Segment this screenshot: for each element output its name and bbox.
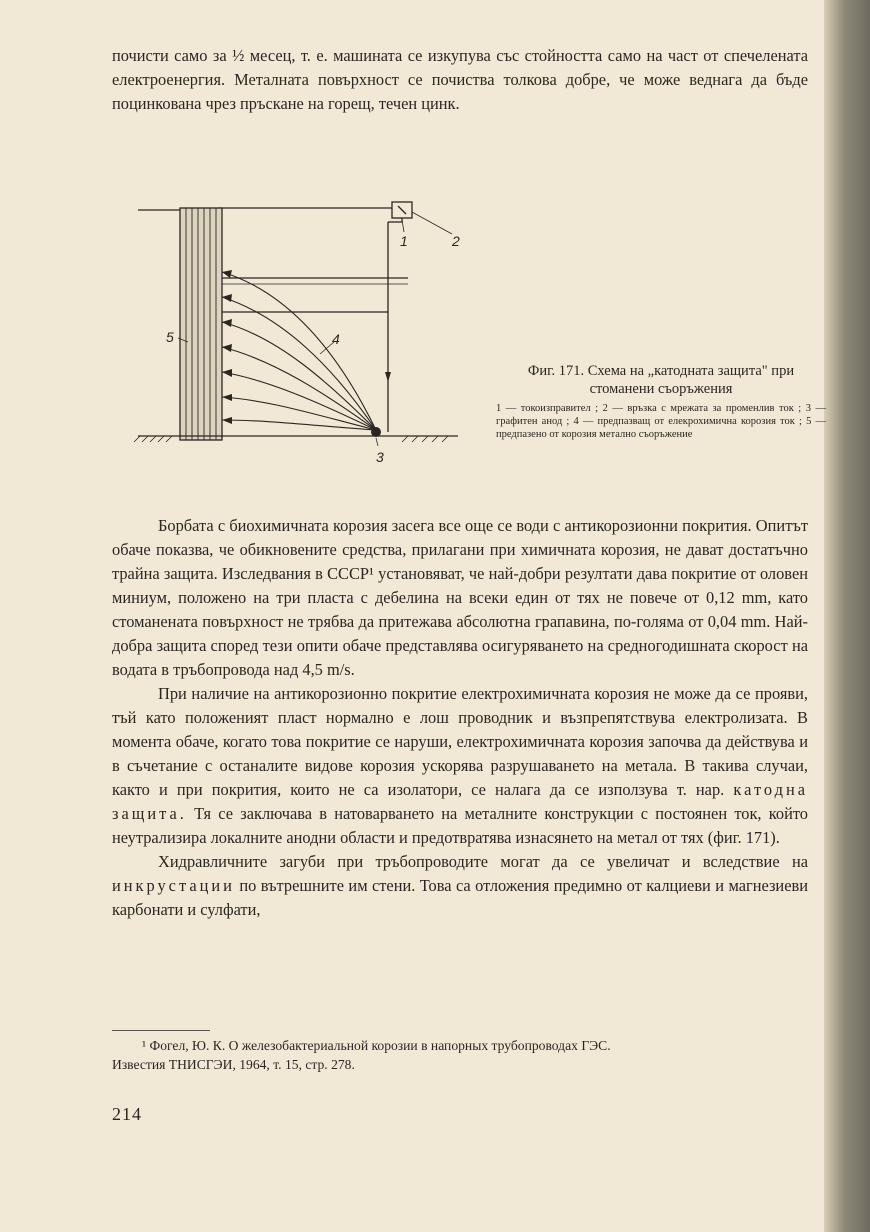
graphite-anode [371, 427, 381, 437]
paragraph-biochemical-corrosion: Борбата с биохимичната корозия засега все още се води с антикорозионни покрития. Опитът обаче показва, че обикновените средства, прилагани при химичната корозия, не дават достатъчно трайна защита. Изследвания в СССР¹ установяват, че най-добри резултати дава покритие от оловен миниум, положено на три пласта с дебелина на всеки един от тях не повече от 0,12 mm, като стоманената повърхност не трябва да притежава абсолютна грапавина, по-голяма от 0,04 mm. Най-добра защита според тези опити обаче представлява осигуряването на средногодишната скорост на водата в тръбопровода над 4,5 m/s. [112, 516, 808, 679]
footnote-rule [112, 1030, 210, 1031]
figure-caption [496, 362, 826, 441]
term-incrustations: инкрустации [112, 876, 235, 895]
paragraph-hydraulic-text-b: по вътрешните им стени. Това са отложения предимно от калциеви и магнезиеви карбонати и сулфати, [112, 876, 808, 919]
footnote [112, 1036, 808, 1074]
figure-caption-title: Фиг. 171. Схема на „катодната защита" при стоманени съоръжения [527, 363, 795, 397]
current-arrowheads [222, 270, 232, 424]
paragraph-hydraulic-losses [112, 850, 808, 922]
figure-label-1: 1 [400, 233, 408, 249]
protective-current-lines [222, 272, 376, 430]
top-paragraph-text: почисти само за ½ месец, т. е. машината се изкупува със стойността само на част от спечелената електроенергия. Металната повърхност се почиства толкова добре, че може веднага да бъде поцинкована чрез пръскане на горещ, течен цинк. [112, 46, 808, 113]
footnote-line-1: ¹ Фогел, Ю. К. О железобактериальной корозии в напорных трубопроводах ГЭС. [142, 1038, 611, 1053]
figure-label-4: 4 [332, 331, 340, 347]
main-text [112, 514, 808, 922]
term-cathodic-protection: катодна защита. [112, 780, 808, 823]
figure-label-2: 2 [452, 233, 460, 249]
footnote-line-2: Известия ТНИСГЭИ, 1964, т. 15, стр. 278. [112, 1057, 355, 1072]
cathodic-protection-diagram [108, 192, 498, 482]
paragraph-hydraulic-text-a: Хидравличните загуби при тръбопроводите могат да се увеличат и вследствие на [158, 852, 808, 871]
page-number: 214 [112, 1104, 142, 1124]
paragraph-cathodic-protection [112, 682, 808, 850]
page-edge-shadow [824, 0, 870, 1232]
figure-label-5: 5 [166, 329, 174, 345]
paragraph-cathodic-text-a: При наличие на антикорозионно покритие електрохимичната корозия не може да се прояви, тъй като положеният пласт нормално е лош проводник и възпрепятствува електролизата. В момента обаче, когато това покритие се наруши, електрохимичната корозия започва да действува и в съчетание с останалите видове корозия ускорява разрушаването на метала. В такива случаи, както и при покрития, които не са изолатори, се налага да се използува т. нар. [112, 684, 808, 799]
figure-caption-legend: 1 — токоизправител ; 2 — връзка с мрежата за променлив ток ; 3 — графитен анод ; 4 — предпазващ от елекрохимична корозия ток ; 5 — предпазено от корозия метално съоръжение [496, 403, 826, 440]
paragraph-cathodic-text-b: Тя се заключава в натоварването на металните конструкции с постоянен ток, който неутрализира локалните анодни области и предотвратява изнасянето на метал от тях (фиг. 171). [112, 804, 808, 847]
figure-label-3: 3 [376, 449, 384, 465]
top-paragraph [112, 44, 808, 116]
